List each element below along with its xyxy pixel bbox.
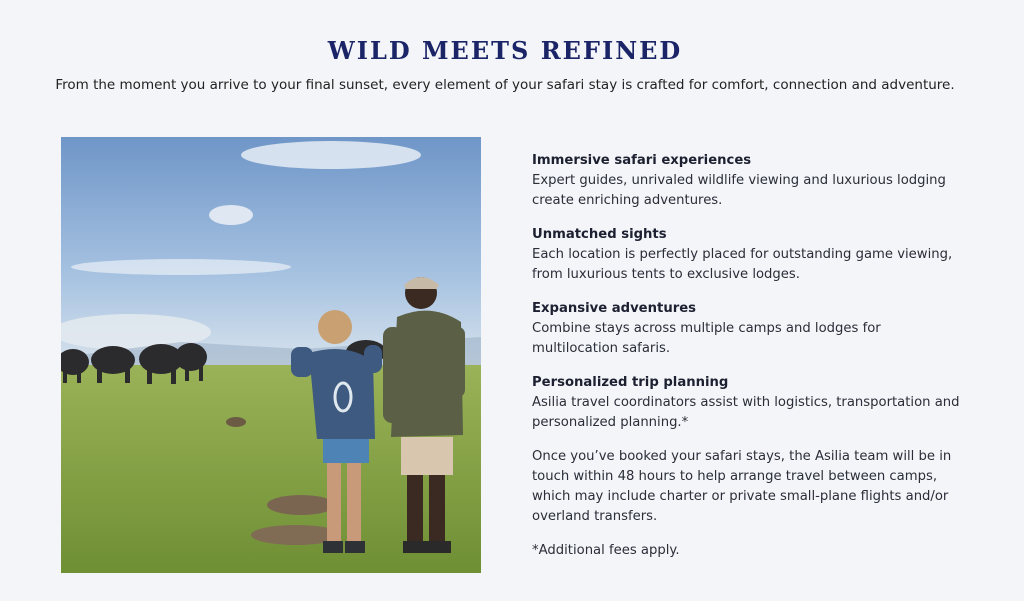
booking-note: Once you’ve booked your safari stays, the Asilia team will be in touch within 48 hours to help arrange travel between camps, which may include charter or private small-plane flights and/or overland transfers. (532, 449, 952, 524)
feature-item (532, 373, 962, 433)
feature-item (532, 299, 962, 359)
safari-photo (61, 137, 481, 573)
feature-item (532, 151, 962, 211)
footnote: *Additional fees apply. (532, 543, 680, 558)
page-subtitle: From the moment you arrive to your final sunset, every element of your safari stay is crafted for comfort, connection and adventure. (55, 77, 955, 93)
page-title: WILD MEETS REFINED (327, 36, 683, 65)
feature-item (532, 225, 962, 285)
features-column (532, 151, 962, 561)
feature-title: Personalized trip planning (532, 375, 729, 390)
feature-body: Each location is perfectly placed for outstanding game viewing, from luxurious tents to exclusive lodges. (532, 247, 953, 282)
feature-body: Asilia travel coordinators assist with logistics, transportation and personalized planning.* (532, 395, 960, 430)
feature-body: Combine stays across multiple camps and lodges for multilocation safaris. (532, 321, 881, 356)
feature-title: Immersive safari experiences (532, 153, 752, 168)
feature-body: Expert guides, unrivaled wildlife viewing and luxurious lodging create enriching adventures. (532, 173, 946, 208)
feature-title: Unmatched sights (532, 227, 667, 242)
feature-title: Expansive adventures (532, 301, 697, 316)
